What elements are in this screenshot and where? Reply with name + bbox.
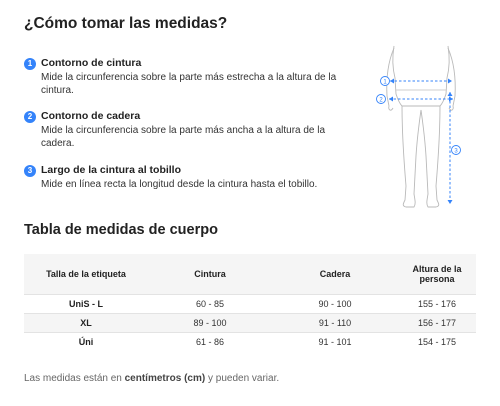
step-number: 2 xyxy=(24,111,36,123)
size-label: XL xyxy=(24,314,148,333)
header-size-label: Talla de la etiqueta xyxy=(24,254,148,295)
waist-value: 61 - 86 xyxy=(148,333,272,352)
table-row xyxy=(24,295,476,314)
hip-value: 90 - 100 xyxy=(272,295,398,314)
table-row xyxy=(24,314,476,333)
header-waist: Cintura xyxy=(148,254,272,295)
units-note: Las medidas están en centímetros (cm) y pueden variar. xyxy=(24,373,280,384)
body-measurement-illustration xyxy=(372,44,472,212)
waist-value: 89 - 100 xyxy=(148,314,272,333)
figure-marker-hip xyxy=(377,95,386,104)
svg-text:3: 3 xyxy=(454,148,458,155)
size-table-title: Tabla de medidas de cuerpo xyxy=(24,222,218,238)
step-description: Mide la circunferencia sobre la parte más ancha a la altura de la cadera. xyxy=(41,125,326,149)
figure-marker-length xyxy=(452,146,461,155)
hip-value: 91 - 101 xyxy=(272,333,398,352)
step-description: Mide en línea recta la longitud desde la cintura hasta el tobillo. xyxy=(41,179,318,190)
height-value: 156 - 177 xyxy=(398,314,476,333)
header-height: Altura de la persona xyxy=(398,254,476,295)
step-number: 1 xyxy=(24,58,36,70)
hip-value: 91 - 110 xyxy=(272,314,398,333)
table-header-row xyxy=(24,254,476,295)
table-row xyxy=(24,333,476,352)
step-heading: Contorno de cadera xyxy=(41,110,141,122)
size-label: Úni xyxy=(24,333,148,352)
size-label: UniS - L xyxy=(24,295,148,314)
page-title: ¿Cómo tomar las medidas? xyxy=(24,15,228,32)
height-value: 155 - 176 xyxy=(398,295,476,314)
height-value: 154 - 175 xyxy=(398,333,476,352)
step-heading: Largo de la cintura al tobillo xyxy=(41,164,182,176)
header-hip: Cadera xyxy=(272,254,398,295)
size-table xyxy=(24,254,476,351)
svg-text:1: 1 xyxy=(383,79,387,86)
step-description: Mide la circunferencia sobre la parte más estrecha a la altura de la cintura. xyxy=(41,72,337,96)
step-number: 3 xyxy=(24,165,36,177)
svg-text:2: 2 xyxy=(379,97,383,104)
figure-marker-waist xyxy=(381,77,390,86)
step-heading: Contorno de cintura xyxy=(41,57,142,69)
waist-value: 60 - 85 xyxy=(148,295,272,314)
